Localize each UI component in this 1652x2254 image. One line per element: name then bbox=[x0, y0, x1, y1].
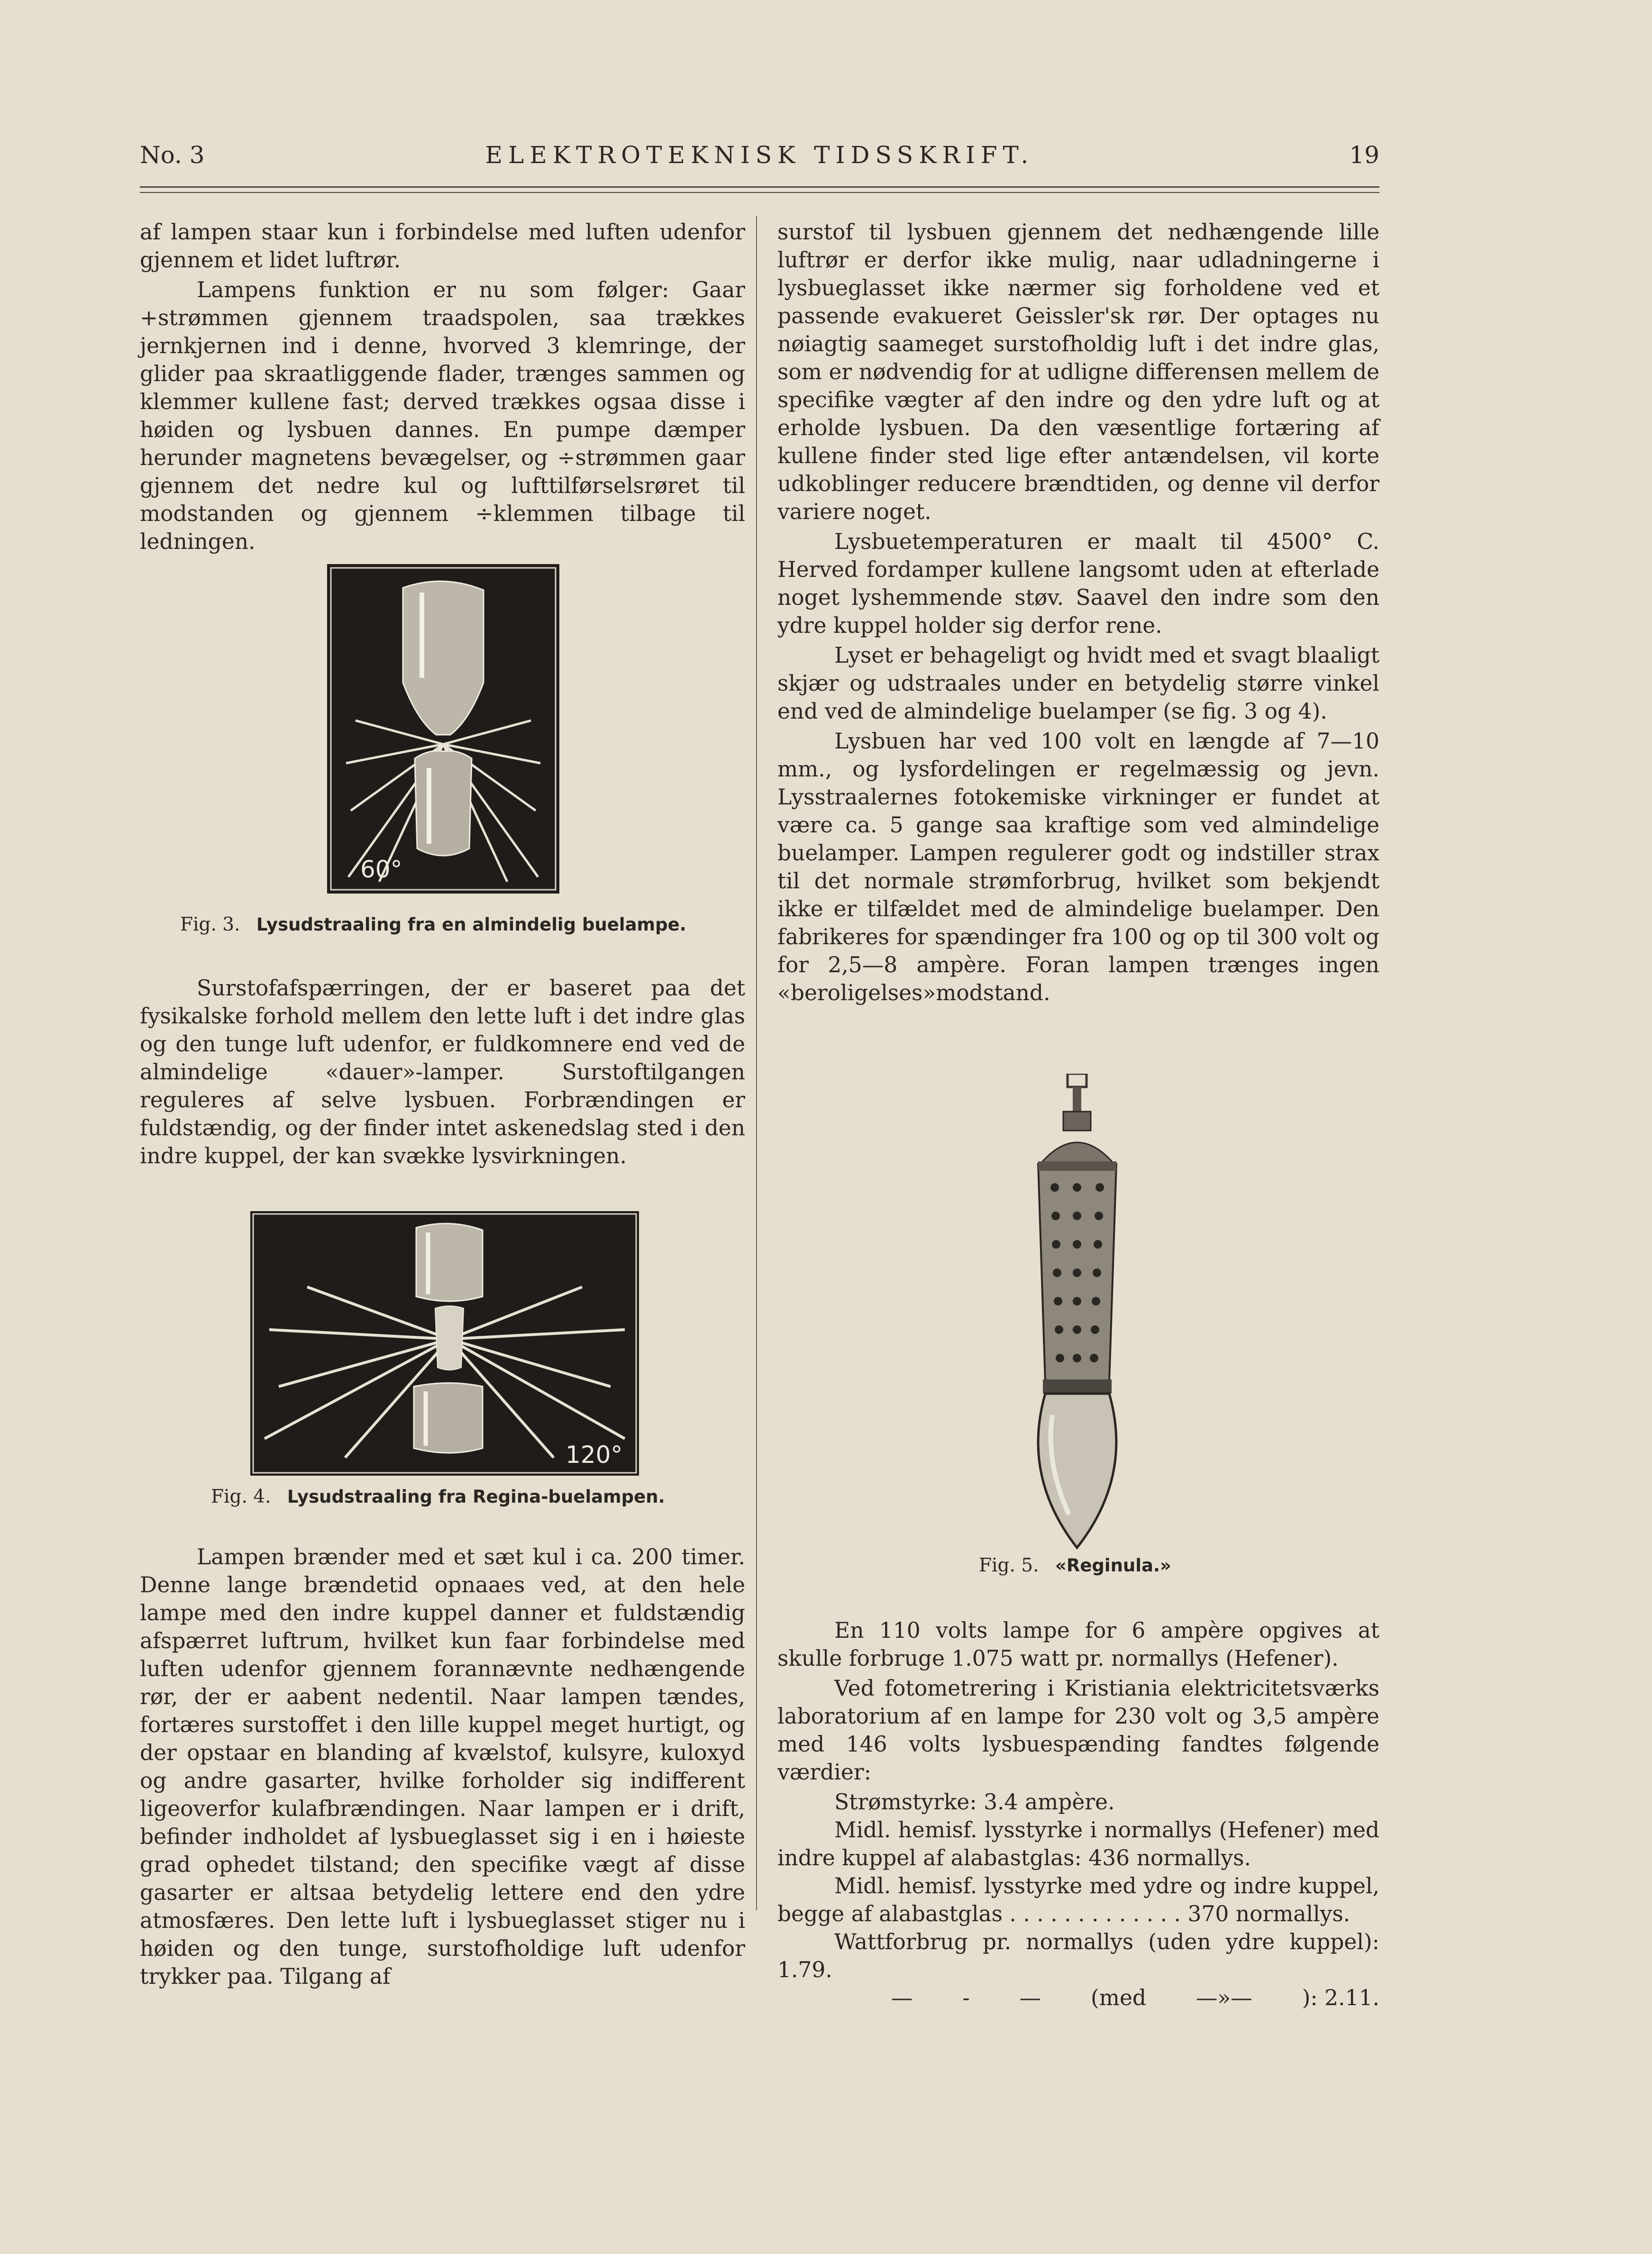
figure-4-image bbox=[250, 1211, 639, 1476]
paragraph: Lyset er behageligt og hvidt med et svagt blaaligt skjær og udstraales under en betydelig større vinkel end ved de almindelige buelamper (se fig. 3 og 4). bbox=[777, 643, 1379, 724]
right-column-top bbox=[777, 218, 1379, 1007]
paragraph: Lampen brænder med et sæt kul i ca. 200 timer. Denne lange brændetid opnaaes ved, at den hele lampe med den indre kuppel danner et fuldstændig afspærret luftrum, hvilket kun faar forbindelse med luften udenfor gjennem forannævnte nedhængende rør, der er aabent nedentil. Naar lampen tændes, fortæres surstoffet i den lille kuppel meget hurtigt, og der opstaar en blanding af kvælstof, kulsyre, kuloxyd og andre gasarter, hvilke forholder sig indifferent ligeoverfor kulafbrændingen. Naar lampen er i drift, befinder indholdet af lysbueglasset sig i en i høieste grad ophedet tilstand; den specifike vægt af disse gasarter er altsaa betydelig lettere end den ydre atmosfæres. Den lette luft i lysbueglasset stiger nu i høiden og den tunge, surstofholdige luft udenfor trykker paa. Tilgang af bbox=[140, 1544, 745, 1989]
paragraph: Ved fotometrering i Kristiania elektricitetsværks laboratorium af en lampe for 230 volt og 3,5 ampère med 146 volts lysbuespænding fandtes følgende værdier: bbox=[777, 1676, 1379, 1785]
left-column-top bbox=[140, 218, 745, 556]
regina-arc-illustration bbox=[250, 1211, 639, 1476]
measurement-value: 370 normallys. bbox=[1187, 1901, 1351, 1926]
issue-number: No. 3 bbox=[140, 141, 205, 169]
measurement-text: (med bbox=[1091, 1985, 1146, 2010]
measurement-text: Midl. hemisf. lysstyrke med ydre og indre kuppel, begge af alabastglas . . . . . . . . . . . . . bbox=[777, 1873, 1379, 1926]
paragraph: En 110 volts lampe for 6 ampère opgives at skulle forbruge 1.075 watt pr. normallys (Hefener). bbox=[777, 1618, 1379, 1671]
caption-number: Fig. 5. bbox=[979, 1555, 1039, 1576]
left-column-middle bbox=[140, 974, 745, 1170]
ditto-mark: —»— bbox=[1196, 1985, 1252, 2010]
figure-3-image bbox=[327, 564, 559, 894]
header-rule bbox=[140, 186, 1379, 188]
caption-title: «Reginula.» bbox=[1055, 1555, 1171, 1576]
reginula-lamp-illustration bbox=[1012, 1074, 1142, 1552]
caption-number: Fig. 4. bbox=[211, 1486, 271, 1507]
measurement-inner-dome: Midl. hemisf. lysstyrke i normallys (Hefener) med indre kuppel af alabastglas: 436 normallys. bbox=[777, 1817, 1379, 1871]
measurement-watt-without: Wattforbrug pr. normallys (uden ydre kuppel): 1.79. bbox=[777, 1929, 1379, 1982]
figure-5-caption bbox=[979, 1555, 1171, 1576]
header-rule-thin bbox=[140, 192, 1379, 193]
measurement-value: ): 2.11. bbox=[1302, 1985, 1379, 2010]
ditto-mark: — bbox=[1019, 1985, 1041, 2010]
measurement-current: Strømstyrke: 3.4 ampère. bbox=[834, 1789, 1115, 1815]
paragraph: Lampens funktion er nu som følger: Gaar +strømmen gjennem traadspolen, saa trækkes jernkjernen ind i denne, hvorved 3 klemringe, der glider paa skraatliggende flader, trænges sammen og klemmer kullene fast; derved trækkes ogsaa disse i høiden og lysbuen dannes. En pumpe dæmper herunder magnetens bevægelser, og ÷strømmen gaar gjennem det nedre kul og lufttilførselsrøret til modstanden og gjennem ÷klemmen tilbage til ledningen. bbox=[140, 277, 745, 554]
angle-label: 60° bbox=[360, 856, 402, 883]
left-column-bottom bbox=[140, 1543, 745, 1990]
figure-3-caption bbox=[180, 914, 686, 935]
paragraph: Surstofafspærringen, der er baseret paa det fysikalske forhold mellem den lette luft i det indre glas og den tunge luft udenfor, er fuldkomnere end ved de almindelige «dauer»-lamper. Surstoftilgangen reguleres af selve lysbuen. Forbrændingen er fuldstændig, og der finder intet askenedslag sted i den indre kuppel, der kan svække lysvirkningen. bbox=[140, 976, 745, 1168]
ditto-mark: — bbox=[891, 1985, 913, 2010]
caption-number: Fig. 3. bbox=[180, 914, 240, 935]
page-header bbox=[140, 141, 1379, 179]
journal-title: ELEKTROTEKNISK TIDSSKRIFT. bbox=[485, 141, 1034, 169]
angle-label: 120° bbox=[566, 1441, 623, 1469]
page-number: 19 bbox=[1349, 141, 1379, 169]
figure-4-caption bbox=[211, 1486, 665, 1507]
paragraph: surstof til lysbuen gjennem det nedhængende lille luftrør er derfor ikke mulig, naar udladningerne i lysbueglasset ikke nærmer sig forholdene ved et passende evakueret Geissler'sk rør. Der optages nu nøiagtig saameget surstofholdig luft i det indre glas, som er nødvendig for at udligne differensen mellem de specifike vægter af den indre og den ydre luft og at erholde lysbuen. Da den væsentlige fortæring af kullene finder sted lige efter antændelsen, vil korte udkoblinger reducere brændtiden, og denne vil derfor variere noget. bbox=[777, 219, 1379, 524]
ditto-mark: - bbox=[962, 1985, 970, 2010]
paragraph: af lampen staar kun i forbindelse med luften udenfor gjennem et lidet luftrør. bbox=[140, 219, 745, 273]
measurement-both-domes bbox=[777, 1872, 1379, 1928]
measurement-watt-with bbox=[777, 1984, 1379, 2012]
caption-title: Lysudstraaling fra en almindelig buelampe. bbox=[256, 914, 686, 935]
paragraph: Lysbuen har ved 100 volt en længde af 7—10 mm., og lysfordelingen er regelmæssig og jevn. Lysstraalernes fotokemiske virkninger er fundet at være ca. 5 gange saa kraftige som ved almindelige buelamper. Lampen regulerer godt og indstiller strax til det normale strømforbrug, hvilket som bekjendt ikke er tilfældet med de almindelige buelamper. Den fabrikeres for spændinger fra 100 og op til 300 volt og for 2,5—8 ampère. Foran lampen trænges ingen «beroligelses»modstand. bbox=[777, 729, 1379, 1005]
column-divider bbox=[756, 216, 757, 1910]
right-column-bottom bbox=[777, 1616, 1379, 2012]
caption-title: Lysudstraaling fra Regina-buelampen. bbox=[287, 1487, 665, 1507]
paragraph: Lysbuetemperaturen er maalt til 4500° C. Herved fordamper kullene langsomt uden at efterlade noget lyshemmende støv. Saavel den indre som den ydre kuppel holder sig derfor rene. bbox=[777, 529, 1379, 638]
arc-light-illustration bbox=[327, 564, 559, 894]
figure-5-image bbox=[1012, 1074, 1142, 1552]
